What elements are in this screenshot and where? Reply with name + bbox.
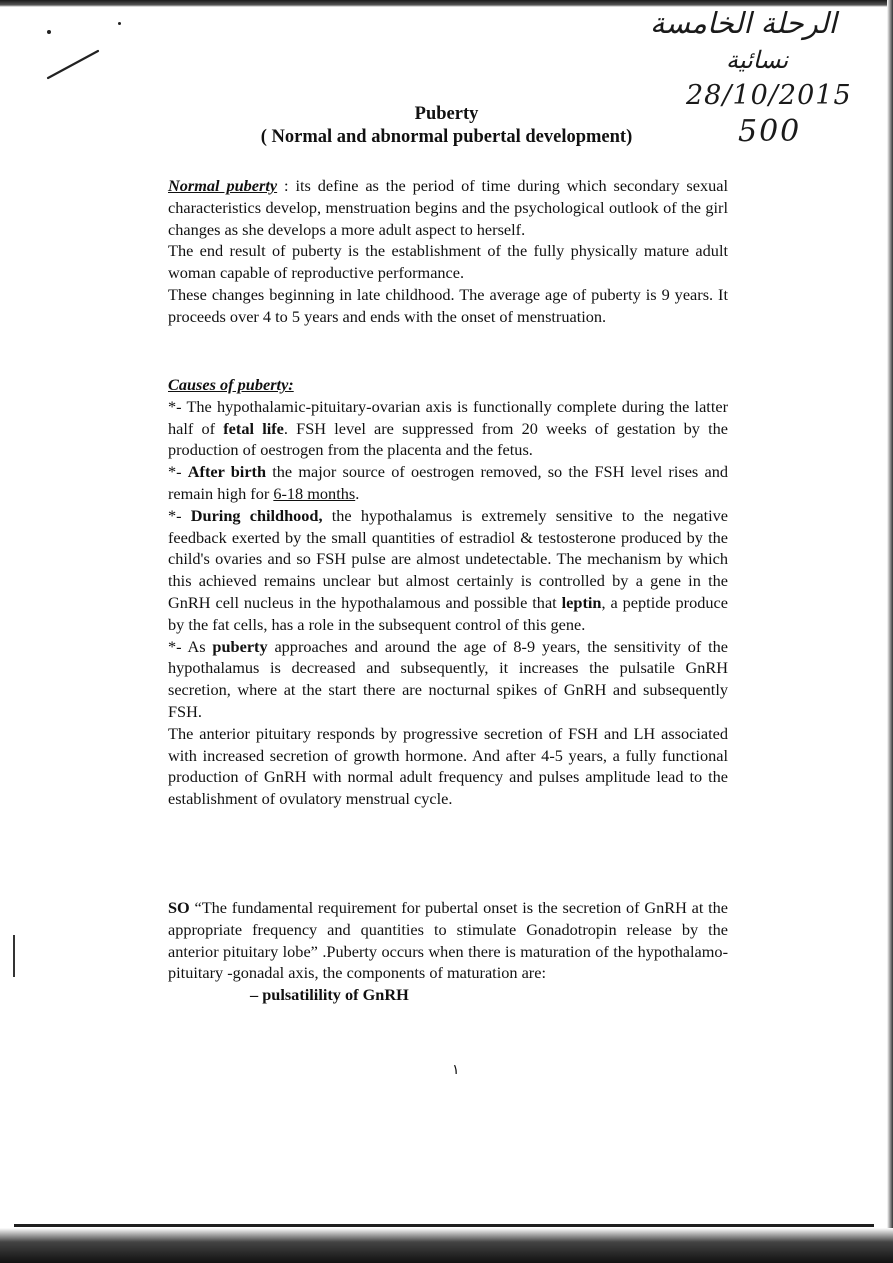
causes-section [168, 374, 728, 810]
text-run: the major source of oestrogen removed, so the FSH level rises and remain high for [168, 462, 728, 503]
cause-item [168, 636, 728, 723]
scan-speck [47, 30, 51, 34]
bold-term: fetal life [223, 418, 284, 438]
cause-item [168, 505, 728, 636]
text-run: *- As [168, 636, 213, 656]
bold-term: SO [168, 898, 190, 917]
handwritten-arabic-line1: الرحلة الخامسة [650, 6, 837, 40]
text-run: . [355, 483, 360, 503]
scan-speck [118, 22, 121, 25]
text-run: *- [168, 505, 191, 525]
handwritten-arabic-line2: نسائية [726, 46, 789, 74]
bold-term: puberty [212, 636, 268, 656]
bold-term: During childhood, [190, 505, 323, 525]
section-heading-normal: Normal puberty [168, 176, 278, 195]
page-marker: ١ [452, 1063, 460, 1078]
text-run: approaches and around the age of 8-9 years, the sensitivity of the hypothalamus is decreased and subsequently, it increases the pulsatile GnRH secretion, where at the start there are nocturnal spikes of GnRH and subsequently FSH. [168, 636, 728, 721]
paragraph: The end result of puberty is the establishment of the fully physically mature adult woman capable of reproductive performance. [168, 241, 728, 283]
summary-paragraph [168, 897, 728, 984]
paragraph: These changes beginning in late childhood. The average age of puberty is 9 years. It proceeds over 4 to 5 years and ends with the onset of menstruation. [168, 284, 728, 326]
paragraph: The anterior pituitary responds by progressive secretion of FSH and LH associated with increased secretion of growth hormone. And after 4-5 years, a fully functional production of GnRH with normal adult frequency and pulses amplitude lead to the establishment of ovulatory menstrual cycle. [168, 723, 728, 809]
text-run: *- The hypothalamic-pituitary-ovarian axis is functionally complete during the latter half of [168, 396, 728, 438]
paragraph-text: : its define as the period of time during which secondary sexual characteristics develop, menstruation begins and the psychological outlook of the girl changes as she develops a more adult aspect to herself. [168, 176, 728, 239]
scan-edge-bottom [0, 1228, 893, 1263]
cause-item [168, 396, 728, 461]
handwritten-date: 28/10/2015 [686, 80, 852, 111]
scan-rule-bottom [14, 1224, 874, 1227]
pen-stroke-mark [46, 48, 102, 82]
underlined-term: 6-18 months [273, 483, 356, 503]
normal-puberty-definition [168, 175, 728, 240]
cause-item [168, 461, 728, 505]
scan-edge-right [887, 0, 893, 1263]
handwritten-number: 500 [738, 114, 802, 149]
text-run: the hypothalamus is extremely sensitive to the negative feedback exerted by the small quantities of estradiol & testosterone produced by the child's ovaries and so FSH pulse are almost undetectable. The mechanism by which this achieved remains unclear but almost certainly is controlled by a gene in the GnRH cell nucleus in the hypothalamous and possible that [168, 505, 728, 612]
summary-section [168, 897, 728, 1006]
text-run: . FSH level are suppressed from 20 weeks of gestation by the production of oestrogen from the placenta and the fetus. [168, 418, 729, 460]
text-run: , a peptide produce by the fat cells, has a role in the subsequent control of this gene. [168, 592, 728, 634]
text-run: *- [168, 462, 188, 482]
bold-term: leptin [561, 592, 602, 612]
bullet-item: – pulsatilility of GnRH [250, 985, 409, 1005]
bold-term: After birth [187, 462, 267, 482]
document-title: Puberty [414, 104, 479, 124]
section-heading-causes: Causes of puberty: [168, 375, 294, 394]
scan-mark-left [13, 935, 15, 977]
text-run: “The fundamental requirement for pubertal onset is the secretion of GnRH at the appropriate frequency and quantities to stimulate Gonadotropin release by the anterior pituitary lobe” .Puberty occurs when there is maturation of the hypothalamo-pituitary -gonadal axis, the components of maturation are: [168, 898, 728, 983]
normal-puberty-section [168, 175, 728, 328]
document-subtitle: ( Normal and abnormal pubertal development) [260, 127, 633, 147]
